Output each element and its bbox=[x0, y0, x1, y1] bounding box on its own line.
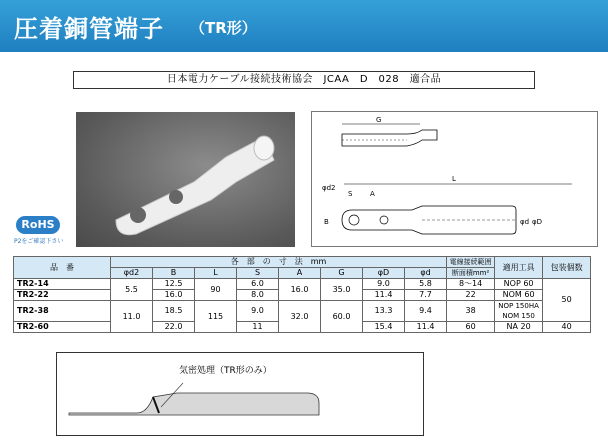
cell-G: 35.0 bbox=[321, 279, 363, 301]
cell-d2: 11.0 bbox=[111, 301, 153, 333]
header-B: B bbox=[153, 268, 195, 279]
tool-line: NOM 150 bbox=[502, 312, 535, 320]
header-D: φD bbox=[363, 268, 405, 279]
airtight-label: 気密処理（TR形のみ） bbox=[179, 366, 272, 376]
page-header bbox=[0, 0, 608, 52]
cell-tool: NOM 60 bbox=[495, 290, 543, 301]
cell-d2: 5.5 bbox=[111, 279, 153, 301]
cell-d: 5.8 bbox=[405, 279, 447, 290]
cell-B: 16.0 bbox=[153, 290, 195, 301]
header-d2: φd2 bbox=[111, 268, 153, 279]
header-L: L bbox=[195, 268, 237, 279]
cell-part: TR2-14 bbox=[14, 279, 111, 290]
header-A: A bbox=[279, 268, 321, 279]
airtight-diagram bbox=[56, 352, 424, 436]
cell-B: 12.5 bbox=[153, 279, 195, 290]
header-dimensions: 各 部 の 寸 法 mm bbox=[111, 257, 447, 268]
cell-part: TR2-60 bbox=[14, 322, 111, 333]
cell-L: 90 bbox=[195, 279, 237, 301]
label-phi-d2: φd2 bbox=[322, 184, 336, 192]
header-S: S bbox=[237, 268, 279, 279]
page-subtitle: （TR形） bbox=[190, 19, 257, 37]
label-S: S bbox=[348, 190, 353, 198]
header-part: 品 番 bbox=[14, 257, 111, 279]
cell-D: 13.3 bbox=[363, 301, 405, 322]
header-G: G bbox=[321, 268, 363, 279]
cell-tool: NA 20 bbox=[495, 322, 543, 333]
label-A: A bbox=[370, 190, 375, 198]
label-L: L bbox=[452, 175, 456, 183]
lug-illustration bbox=[76, 112, 295, 247]
rohs-note: P2をご確認下さい bbox=[14, 238, 64, 245]
cell-range: 22 bbox=[447, 290, 495, 301]
cell-S: 8.0 bbox=[237, 290, 279, 301]
cell-D: 15.4 bbox=[363, 322, 405, 333]
cell-d: 11.4 bbox=[405, 322, 447, 333]
header-tool: 適用工具 bbox=[495, 257, 543, 279]
cell-d: 7.7 bbox=[405, 290, 447, 301]
cell-tool bbox=[495, 301, 543, 322]
cell-B: 18.5 bbox=[153, 301, 195, 322]
rohs-mark bbox=[14, 214, 78, 248]
header-pack: 包装個数 bbox=[543, 257, 591, 279]
cell-B: 22.0 bbox=[153, 322, 195, 333]
header-d: φd bbox=[405, 268, 447, 279]
cell-pack: 50 bbox=[543, 279, 591, 322]
lug-cross-section bbox=[69, 393, 319, 415]
cell-L: 115 bbox=[195, 301, 237, 333]
label-B: B bbox=[324, 218, 329, 226]
header-range-bottom: 断面積mm² bbox=[447, 268, 495, 279]
technical-drawing bbox=[311, 111, 598, 247]
tool-line: NOP 150HA bbox=[498, 302, 539, 310]
cell-D: 11.4 bbox=[363, 290, 405, 301]
cell-range: 60 bbox=[447, 322, 495, 333]
table-row bbox=[14, 279, 591, 290]
cell-pack: 40 bbox=[543, 322, 591, 333]
cell-S: 11 bbox=[237, 322, 279, 333]
page-title: 圧着銅管端子 bbox=[14, 15, 164, 43]
cell-part: TR2-38 bbox=[14, 301, 111, 322]
spec-table bbox=[13, 256, 591, 333]
cell-D: 9.0 bbox=[363, 279, 405, 290]
product-photo bbox=[76, 112, 295, 247]
cell-range: 8～14 bbox=[447, 279, 495, 290]
label-phi-D: φD bbox=[532, 218, 543, 226]
label-phi-d: φd bbox=[520, 218, 530, 226]
cell-A: 16.0 bbox=[279, 279, 321, 301]
label-G: G bbox=[376, 116, 382, 124]
cell-tool: NOP 60 bbox=[495, 279, 543, 290]
cell-part: TR2-22 bbox=[14, 290, 111, 301]
table-row bbox=[14, 301, 591, 322]
cell-G: 60.0 bbox=[321, 301, 363, 333]
cell-S: 9.0 bbox=[237, 301, 279, 322]
lug-side-view bbox=[342, 130, 437, 146]
cell-A: 32.0 bbox=[279, 301, 321, 333]
cell-d: 9.4 bbox=[405, 301, 447, 322]
rohs-badge: RoHS bbox=[16, 216, 60, 234]
cell-S: 6.0 bbox=[237, 279, 279, 290]
cell-range: 38 bbox=[447, 301, 495, 322]
header-range-top: 電線接続範囲 bbox=[447, 257, 495, 268]
standard-note: 日本電力ケーブル接続技術協会 JCAA D 028 適合品 bbox=[73, 71, 535, 89]
